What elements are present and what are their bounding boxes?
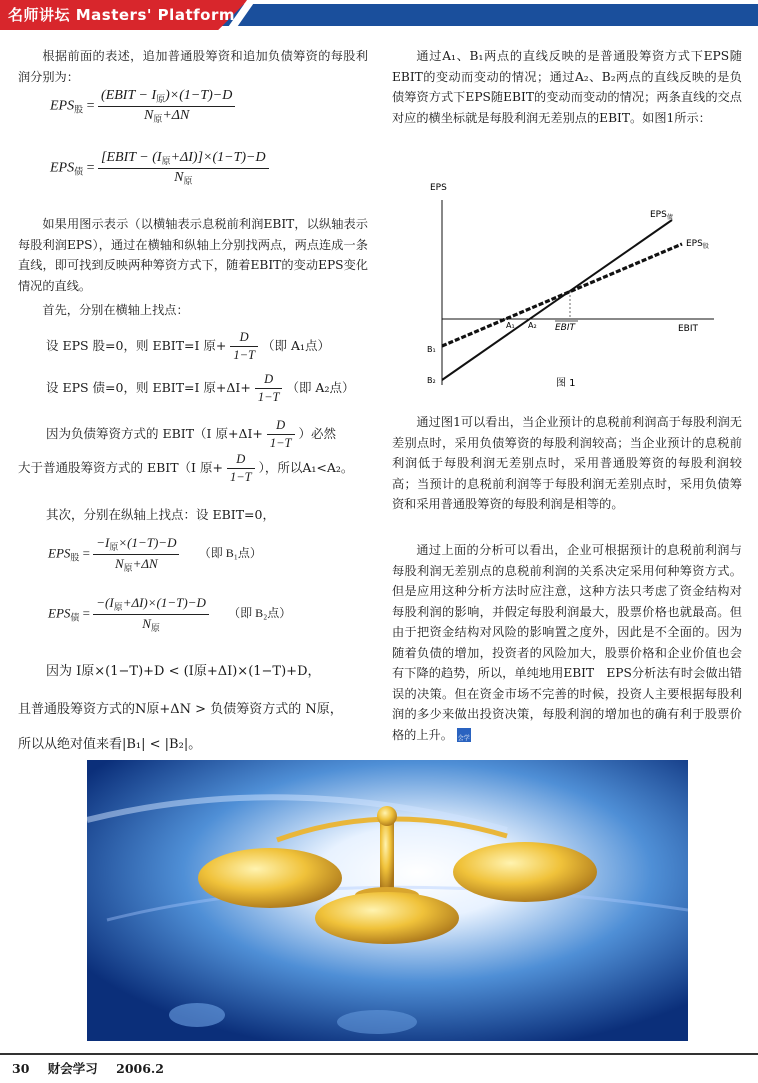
- label-b2: B₂: [427, 376, 436, 385]
- figure-1: [424, 180, 724, 390]
- line-shares: 且普通股筹资方式的N原+ΔN > 负债筹资方式的 N原，: [18, 702, 343, 717]
- equation-b1: $EPS_股$ = $\frac{-I_原\times(1-T)-D}{N_原+\Delta N}$ （即 B₁点）: [48, 535, 262, 573]
- equation-eps-debt: $EPS_债$ = $\frac{[EBIT - (I_原+\Delta I)]\times(1-T)-D}{N_原}$: [50, 150, 269, 187]
- column-header: [0, 0, 758, 30]
- page-number: 30: [12, 1061, 30, 1076]
- right-paragraph-1: 通过A₁、B₁两点的直线反映的是普通股筹资方式下EPS随EBIT的变动而变动的情况；通过A₂、B₂两点的直线反映的是负债筹资方式下EPS随EBIT的变动而变动的情况；两条直线的交点对应的横坐标就是每股利润无差别点的EBIT。如图1所示：: [392, 49, 742, 125]
- balance-scale-image: [87, 760, 688, 1041]
- right-paragraph-2: 通过图1可以看出，当企业预计的息税前利润高于每股利润无差别点时，采用负债筹资的每股利润较高；当企业预计的息税前利润低于每股利润无差别点时，采用普通股筹资的每股利润较高；当预计的息税前利润等于每股利润无差别点时，采用负债筹资和采用普通股筹资的每股利润是相等的。: [392, 415, 742, 511]
- figure-1-chart: [424, 180, 724, 390]
- line-conclusion: 所以从绝对值来看|B₁| < |B₂|。: [18, 737, 202, 752]
- label-eps-debt: $EPS_债$: [650, 210, 673, 221]
- equation-eps-stock: $EPS_股$ = $\frac{(EBIT - I_原)\times(1-T)-D}{N_原+\Delta N}$: [50, 88, 235, 125]
- y-axis-label: EPS: [430, 183, 447, 193]
- column-title: 名师讲坛 Masters' Platform: [8, 6, 235, 24]
- left-paragraph-graph: 如果用图示表示（以横轴表示息税前利润EBIT，以纵轴表示每股利润EPS），通过在横轴和纵轴上分别找两点，两点连成一条直线，即可找到反映两种筹资方式下，随着EBIT的变动EPS变化情况的直线。: [18, 217, 368, 293]
- page-footer: [0, 1045, 758, 1083]
- journal-name: 财会学习: [47, 1061, 98, 1076]
- end-mark-icon: 财会学习: [457, 728, 488, 749]
- line-a2: 设 EPS 债=0，则 EBIT=I 原+ΔI+ $\frac{D}{1-T}$ （即 A₂点）: [46, 372, 355, 404]
- line-eps-debt: [442, 220, 672, 380]
- line-compare-1: 因为负债筹资方式的 EBIT（I 原+ΔI+ $\frac{D}{1-T}$ ）必然: [46, 418, 337, 450]
- line-a1: 设 EPS 股=0，则 EBIT=I 原+ $\frac{D}{1-T}$ （即 A₁点）: [46, 330, 331, 362]
- left-intro: 根据前面的表述，追加普通股筹资和追加负债筹资的每股利润分别为：: [18, 49, 368, 84]
- label-b1: B₁: [427, 345, 436, 354]
- figure-caption: 图 1: [556, 378, 576, 389]
- label-a2: A₂: [528, 321, 537, 330]
- issue-number: 2006.2: [116, 1061, 164, 1076]
- footer-rule: [0, 1053, 758, 1055]
- label-ebit-bar: EBIT: [555, 323, 576, 333]
- right-paragraph-3: 通过上面的分析可以看出，企业可根据预计的息税前利润与每股利润无差别点的息税前利润的关系决定采用何种筹资方式。但是应用这种分析方法时应注意，这种方法只考虑了资金结构对每股利润的影响，并假定每股利润最大，股票价格也就最高。但由于把资金结构对风险的影响置之度外，因此是不全面的。因为随着负债的增加，投资者的风险加大，股票价格和企业价值也会有下降的趋势，所以，单纯地用EBIT EPS分析法有时会做出错误的决策。但在资金市场不完善的时候，投资人主要根据每股利润的多少来做出投资决策，每股利润的增加也的确有利于股票价格的上升。 财会学习: [392, 543, 742, 749]
- line-compare-2: 大于普通股筹资方式的 EBIT（I 原+ $\frac{D}{1-T}$ ），所以A₁<A₂。: [18, 452, 354, 484]
- left-paragraph-second: 其次，分别在纵轴上找点：设 EBIT=0，: [46, 507, 275, 522]
- equation-b2: $EPS_债$ = $\frac{-(I_原+\Delta I)\times(1-T)-D}{N_原}$ （即 B₂点）: [48, 595, 292, 633]
- left-paragraph-first: 首先，分别在横轴上找点：: [42, 303, 189, 317]
- label-a1: A₁: [506, 321, 515, 330]
- x-axis-label: EBIT: [678, 324, 699, 334]
- label-eps-stock: $EPS_股$: [686, 239, 709, 250]
- line-inequality: 因为 I原×(1−T)+D < (I原+ΔI)×(1−T)+D，: [46, 664, 321, 679]
